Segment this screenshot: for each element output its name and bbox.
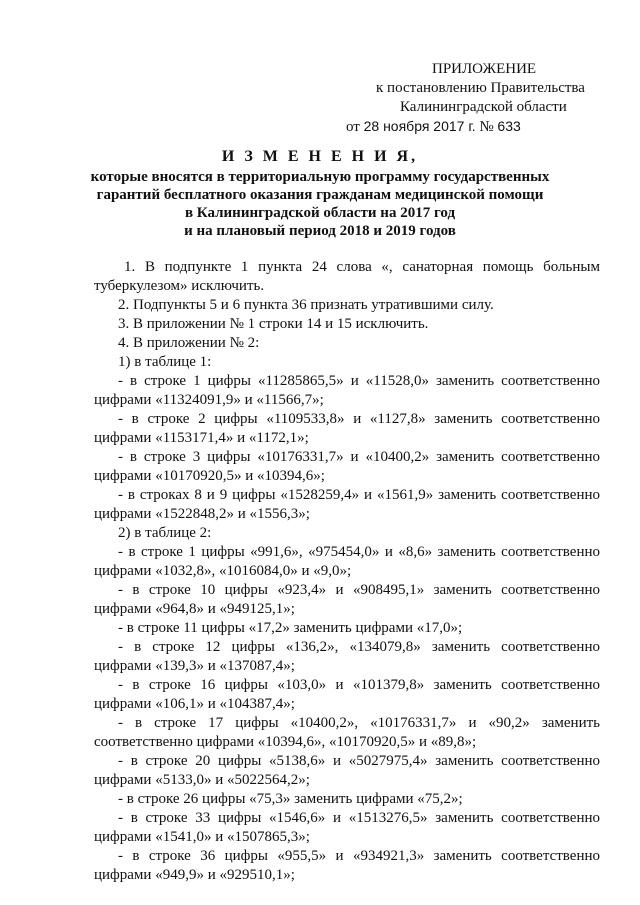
list-item: - в строке 12 цифры «136,2», «134079,8» заменить соответственно цифрами «139,3» и «137087,4»; xyxy=(94,639,600,674)
heading-title: И З М Е Н Е Н И Я, xyxy=(221,148,419,165)
list-item: 3. В приложении № 1 строки 14 и 15 исключить. xyxy=(118,316,429,332)
appendix-resolution-line: к постановлению Правительства xyxy=(376,80,585,96)
heading-line: в Калининградской области на 2017 год xyxy=(184,205,456,221)
list-item: - в строке 36 цифры «955,5» и «934921,3» заменить соответственно цифрами «949,9» и «929510,1»; xyxy=(94,848,600,883)
list-item: - в строке 17 цифры «10400,2», «10176331,7» и «90,2» заменить соответственно цифрами «10394,6», «10170920,5» и «89,8»; xyxy=(94,715,600,750)
document-heading xyxy=(80,148,560,240)
list-item: - в строке 1 цифры «11285865,5» и «11528,0» заменить соответственно цифрами «11324091,9» и «11566,7»; xyxy=(94,373,600,408)
list-item: - в строке 33 цифры «1546,6» и «1513276,5» заменить соответственно цифрами «1541,0» и «1507865,3»; xyxy=(94,810,600,845)
number-prefix: № xyxy=(479,119,494,135)
appendix-region-line: Калининградской области xyxy=(400,99,567,115)
list-item: - в строке 1 цифры «991,6», «975454,0» и «8,6» заменить соответственно цифрами «1032,8», «1016084,0» и «9,0»; xyxy=(94,544,600,579)
heading-line: гарантий бесплатного оказания гражданам медицинской помощи xyxy=(96,187,544,203)
list-item: - в строке 20 цифры «5138,6» и «5027975,4» заменить соответственно цифрами «5133,0» и «5022564,2»; xyxy=(94,753,600,788)
appendix-title: ПРИЛОЖЕНИЕ xyxy=(432,61,537,77)
list-item: 1. В подпункте 1 пункта 24 слова «, санаторная помощь больным туберкулезом» исключить. xyxy=(94,259,600,294)
list-item: - в строках 8 и 9 цифры «1528259,4» и «1561,9» заменить соответственно цифрами «1522848,2» и «1556,3»; xyxy=(94,487,600,522)
heading-line: которые вносятся в территориальную программу государственных xyxy=(90,169,550,185)
list-item: - в строке 10 цифры «923,4» и «908495,1» заменить соответственно цифрами «964,8» и «949125,1»; xyxy=(94,582,600,617)
number-value: 633 xyxy=(497,118,521,134)
list-item: - в строке 26 цифры «75,3» заменить цифрами «75,2»; xyxy=(118,791,463,807)
date-value: 28 ноября 2017 г. xyxy=(363,118,476,134)
appendix-block xyxy=(330,60,620,137)
list-item: 2. Подпункты 5 и 6 пункта 36 признать утратившими силу. xyxy=(118,297,494,313)
list-item: - в строке 16 цифры «103,0» и «101379,8» заменить соответственно цифрами «106,1» и «104387,4»; xyxy=(94,677,600,712)
list-item: 4. В приложении № 2: xyxy=(118,335,260,351)
heading-line: и на плановый период 2018 и 2019 годов xyxy=(184,223,456,239)
list-item: 1) в таблице 1: xyxy=(118,354,212,370)
document-body xyxy=(94,258,600,885)
list-item: - в строке 2 цифры «1109533,8» и «1127,8» заменить соответственно цифрами «1153171,4» и «1172,1»; xyxy=(94,411,600,446)
list-item: - в строке 11 цифры «17,2» заменить цифрами «17,0»; xyxy=(118,620,463,636)
list-item: 2) в таблице 2: xyxy=(118,525,212,541)
date-prefix: от xyxy=(346,119,360,135)
list-item: - в строке 3 цифры «10176331,7» и «10400,2» заменить соответственно цифрами «10170920,5» и «10394,6»; xyxy=(94,449,600,484)
appendix-date-line xyxy=(330,117,620,137)
